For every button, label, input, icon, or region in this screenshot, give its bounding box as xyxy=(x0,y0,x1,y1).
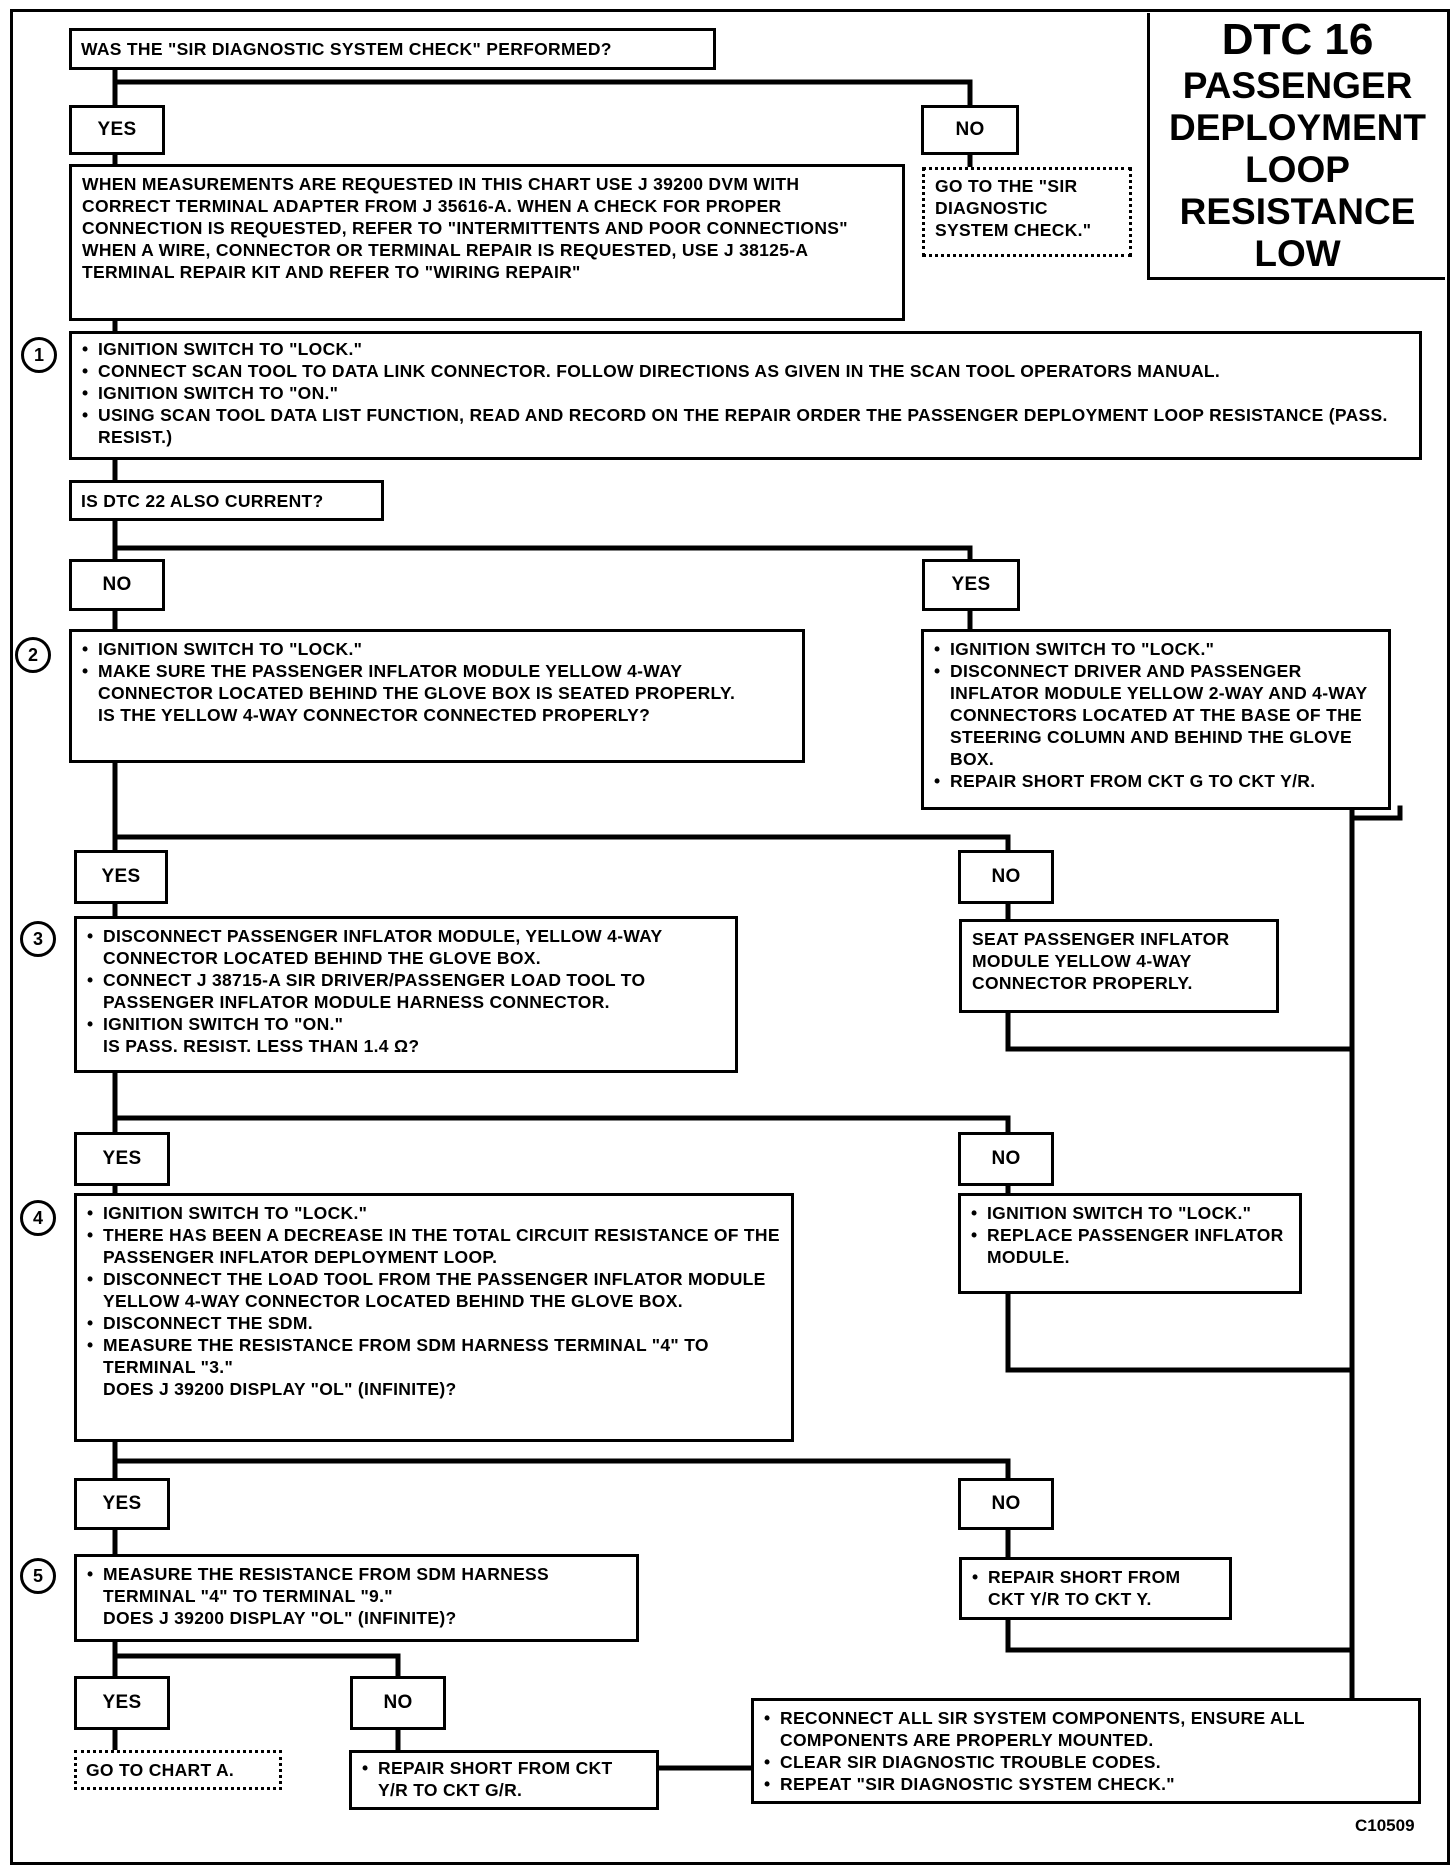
intro-instructions xyxy=(69,164,952,321)
repair-y-list xyxy=(972,1566,1219,1610)
figure-code: C10509 xyxy=(1355,1816,1415,1835)
step4-item: • IGNITION SWITCH TO "LOCK." xyxy=(87,1202,781,1224)
seat-connector-text: SEAT PASSENGER INFLATOR MODULE YELLOW 4-WAY CONNECTOR PROPERLY. xyxy=(972,929,1230,993)
step4-item: • MEASURE THE RESISTANCE FROM SDM HARNESS TERMINAL "4" TO TERMINAL "3." xyxy=(87,1334,781,1378)
step1-item: • IGNITION SWITCH TO "ON." xyxy=(82,382,1409,404)
intro-text: WHEN MEASUREMENTS ARE REQUESTED IN THIS CHART USE J 39200 DVM WITH CORRECT TERMINAL ADAPTER FROM J 35616-A. WHEN A CHECK FOR PROPER CONNECTION IS REQUESTED, REFER TO "INTERMITTENTS AND POOR CONNECTIONS" WHEN A WIRE, CONNECTOR OR TERMINAL REPAIR IS REQUESTED, USE J 38125-A TERMINAL REPAIR KIT AND REFER TO "WIRING REPAIR" xyxy=(82,174,952,282)
title-line: LOW xyxy=(1254,233,1341,274)
question-sir-check xyxy=(69,28,716,70)
step1-list xyxy=(82,338,1409,448)
no-label: NO xyxy=(958,1132,1054,1186)
step1-item: • IGNITION SWITCH TO "LOCK." xyxy=(82,338,1409,360)
final-item: • CLEAR SIR DIAGNOSTIC TROUBLE CODES. xyxy=(764,1751,1408,1773)
step1-item: • CONNECT SCAN TOOL TO DATA LINK CONNECTOR. FOLLOW DIRECTIONS AS GIVEN IN THE SCAN TOOL OPERATORS MANUAL. xyxy=(82,360,1409,382)
return-repair-y xyxy=(1008,1618,1352,1650)
question-dtc22 xyxy=(69,480,384,521)
step3-item: • IGNITION SWITCH TO "ON." xyxy=(87,1013,725,1035)
step3-item: • DISCONNECT PASSENGER INFLATOR MODULE, YELLOW 4-WAY CONNECTOR LOCATED BEHIND THE GLOVE BOX. xyxy=(87,925,725,969)
repair-gr-box xyxy=(349,1750,659,1810)
step5-list xyxy=(87,1563,626,1607)
step3-item: • CONNECT J 38715-A SIR DRIVER/PASSENGER LOAD TOOL TO PASSENGER INFLATOR MODULE HARNESS CONNECTOR. xyxy=(87,969,725,1013)
connector-step3-branch xyxy=(115,1071,1008,1134)
repair-y-item: • REPAIR SHORT FROM CKT Y/R TO CKT Y. xyxy=(972,1566,1219,1610)
title-line: LOOP xyxy=(1245,149,1350,190)
step2-list xyxy=(82,638,792,704)
title-code: DTC 16 xyxy=(1221,15,1374,64)
step5-item: • MEASURE THE RESISTANCE FROM SDM HARNESS TERMINAL "4" TO TERMINAL "9." xyxy=(87,1563,626,1607)
final-list xyxy=(764,1707,1408,1795)
title-line: PASSENGER xyxy=(1182,65,1413,106)
step-number: 3 xyxy=(20,921,56,957)
repair-gr-list xyxy=(362,1757,646,1801)
step5-box xyxy=(74,1554,639,1642)
return-replace xyxy=(1008,1292,1352,1370)
connector-step2-branch xyxy=(115,761,1008,852)
repair-y-box xyxy=(959,1557,1232,1620)
title-line: RESISTANCE xyxy=(1179,191,1416,232)
yes-label: YES xyxy=(69,105,165,155)
question-text: WAS THE "SIR DIAGNOSTIC SYSTEM CHECK" PERFORMED? xyxy=(81,39,612,59)
step2-item: • IGNITION SWITCH TO "LOCK." xyxy=(82,638,792,660)
yes-label: YES xyxy=(74,1478,170,1530)
yes-label: YES xyxy=(74,1676,170,1730)
connector-check xyxy=(115,68,970,107)
step3-question: IS PASS. RESIST. LESS THAN 1.4 Ω? xyxy=(103,1036,420,1056)
step4-item: • THERE HAS BEEN A DECREASE IN THE TOTAL CIRCUIT RESISTANCE OF THE PASSENGER INFLATOR DEPLOYMENT LOOP. xyxy=(87,1224,781,1268)
step4-item: • DISCONNECT THE SDM. xyxy=(87,1312,781,1334)
dtc22-yes-list xyxy=(934,638,1378,792)
no-label: NO xyxy=(921,105,1019,155)
goto-chart-a-text: GO TO CHART A. xyxy=(86,1760,235,1780)
step4-question: DOES J 39200 DISPLAY "OL" (INFINITE)? xyxy=(103,1379,457,1399)
step2-box xyxy=(69,629,805,763)
connector-step5-branch xyxy=(115,1640,398,1678)
yes-label: YES xyxy=(74,1132,170,1186)
goto-chart-a xyxy=(74,1750,282,1790)
step5-question: DOES J 39200 DISPLAY "OL" (INFINITE)? xyxy=(103,1608,457,1628)
yes-label: YES xyxy=(922,559,1020,611)
chart-title xyxy=(1147,13,1445,280)
dtc22-yes-item: • REPAIR SHORT FROM CKT G TO CKT Y/R. xyxy=(934,770,1378,792)
connector-dtc22-branch xyxy=(115,518,970,561)
replace-module-item: • REPLACE PASSENGER INFLATOR MODULE. xyxy=(971,1224,1289,1268)
step4-box xyxy=(74,1193,794,1442)
return-seat xyxy=(1008,1011,1352,1049)
connector-step4-branch xyxy=(115,1440,1008,1480)
dtc22-yes-box xyxy=(921,629,1391,810)
yes-label: YES xyxy=(74,850,168,904)
replace-module-box xyxy=(958,1193,1302,1294)
final-box xyxy=(751,1698,1421,1804)
dtc22-yes-item: • IGNITION SWITCH TO "LOCK." xyxy=(934,638,1378,660)
final-item: • RECONNECT ALL SIR SYSTEM COMPONENTS, ENSURE ALL COMPONENTS ARE PROPERLY MOUNTED. xyxy=(764,1707,1408,1751)
no-label: NO xyxy=(958,1478,1054,1530)
step-number: 4 xyxy=(20,1200,56,1236)
step1-item: • USING SCAN TOOL DATA LIST FUNCTION, READ AND RECORD ON THE REPAIR ORDER THE PASSENGER DEPLOYMENT LOOP RESISTANCE (PASS. RESIST.) xyxy=(82,404,1409,448)
goto-sir-check xyxy=(922,167,1132,257)
no-label: NO xyxy=(69,559,165,611)
step1-box xyxy=(69,331,1422,460)
goto-text: GO TO THE "SIR DIAGNOSTIC SYSTEM CHECK." xyxy=(935,176,1092,240)
repair-gr-item: • REPAIR SHORT FROM CKT Y/R TO CKT G/R. xyxy=(362,1757,646,1801)
step2-question: IS THE YELLOW 4-WAY CONNECTOR CONNECTED PROPERLY? xyxy=(98,705,651,725)
no-label: NO xyxy=(958,850,1054,904)
step-number: 1 xyxy=(21,337,57,373)
step3-box xyxy=(74,916,738,1073)
step2-item: • MAKE SURE THE PASSENGER INFLATOR MODULE YELLOW 4-WAY CONNECTOR LOCATED BEHIND THE GLOVE BOX IS SEATED PROPERLY. xyxy=(82,660,792,704)
seat-connector-box xyxy=(959,919,1279,1013)
dtc22-yes-item: • DISCONNECT DRIVER AND PASSENGER INFLATOR MODULE YELLOW 2-WAY AND 4-WAY CONNECTORS LOCATED AT THE BASE OF THE STEERING COLUMN AND BEHIND THE GLOVE BOX. xyxy=(934,660,1378,770)
title-line: DEPLOYMENT xyxy=(1169,107,1426,148)
question-text: IS DTC 22 ALSO CURRENT? xyxy=(81,490,324,511)
step3-list xyxy=(87,925,725,1035)
replace-module-item: • IGNITION SWITCH TO "LOCK." xyxy=(971,1202,1289,1224)
step-number: 5 xyxy=(20,1558,56,1594)
step4-list xyxy=(87,1202,781,1378)
no-label: NO xyxy=(350,1676,446,1730)
final-item: • REPEAT "SIR DIAGNOSTIC SYSTEM CHECK." xyxy=(764,1773,1408,1795)
replace-module-list xyxy=(971,1202,1289,1268)
step4-item: • DISCONNECT THE LOAD TOOL FROM THE PASSENGER INFLATOR MODULE YELLOW 4-WAY CONNECTOR LOCATED BEHIND THE GLOVE BOX. xyxy=(87,1268,781,1312)
return-bus xyxy=(1352,700,1400,1700)
step-number: 2 xyxy=(15,637,51,673)
